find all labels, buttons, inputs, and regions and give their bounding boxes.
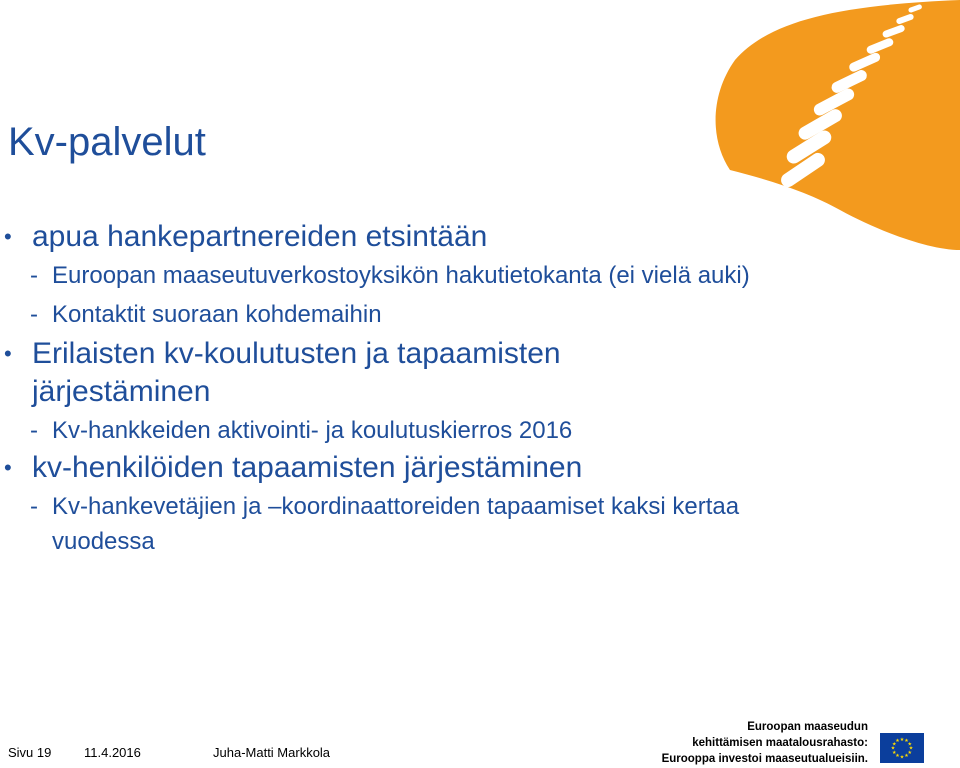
sub-item (0, 489, 900, 559)
svg-text:★: ★ (904, 753, 909, 760)
dash-icon: - (30, 262, 38, 289)
sub-text: Kv-hankevetäjien ja –koordinaattoreiden tapaamiset kaksi kertaa vuodessa (52, 493, 740, 555)
slide-author: Juha-Matti Markkola (213, 745, 331, 760)
bullet-item (0, 335, 900, 411)
slide-number: Sivu 19 (8, 745, 52, 760)
eu-line-1: Euroopan maaseudun (747, 721, 868, 733)
sub-item (0, 258, 900, 293)
svg-text:★: ★ (899, 737, 905, 743)
bullet-icon: • (4, 341, 12, 366)
rural-network-logo (690, 0, 960, 250)
eu-line-3: Eurooppa investoi maaseutualueisiin. (661, 753, 868, 765)
eu-funding-text (662, 719, 868, 767)
bullet-text: apua hankepartnereiden etsintään (32, 220, 488, 253)
eu-line-2: kehittämisen maatalousrahasto: (692, 737, 868, 749)
bullet-icon: • (4, 455, 12, 480)
bullet-item (0, 449, 900, 487)
sub-item (0, 297, 900, 332)
svg-text:★: ★ (908, 745, 914, 752)
sub-text: Euroopan maaseutuverkostoyksikön hakutietokanta (ei vielä auki) (52, 262, 750, 289)
bullet-text: Erilaisten kv-koulutusten ja tapaamisten järjestäminen (32, 337, 561, 408)
svg-text:★: ★ (895, 753, 900, 760)
sub-item (0, 413, 900, 448)
bullet-item (0, 218, 900, 256)
eu-flag-icon (880, 733, 924, 763)
svg-text:★: ★ (890, 745, 896, 752)
slide-content (0, 218, 900, 559)
dash-icon: - (30, 493, 38, 520)
sub-text: Kontaktit suoraan kohdemaihin (52, 301, 382, 328)
svg-text:★: ★ (895, 738, 900, 745)
svg-text:★: ★ (899, 754, 905, 761)
bullet-icon: • (4, 224, 12, 249)
svg-text:★: ★ (891, 741, 897, 748)
sub-text: Kv-hankkeiden aktivointi- ja koulutuskierros 2016 (52, 417, 573, 444)
svg-text:★: ★ (907, 750, 913, 756)
bullet-text: kv-henkilöiden tapaamisten järjestäminen (32, 451, 583, 484)
slide-title: Kv-palvelut (8, 120, 206, 164)
svg-text:★: ★ (907, 741, 913, 748)
dash-icon: - (30, 417, 38, 444)
svg-text:★: ★ (891, 750, 897, 756)
slide-date: 11.4.2016 (84, 745, 141, 760)
svg-text:★: ★ (904, 738, 909, 745)
dash-icon: - (30, 301, 38, 328)
